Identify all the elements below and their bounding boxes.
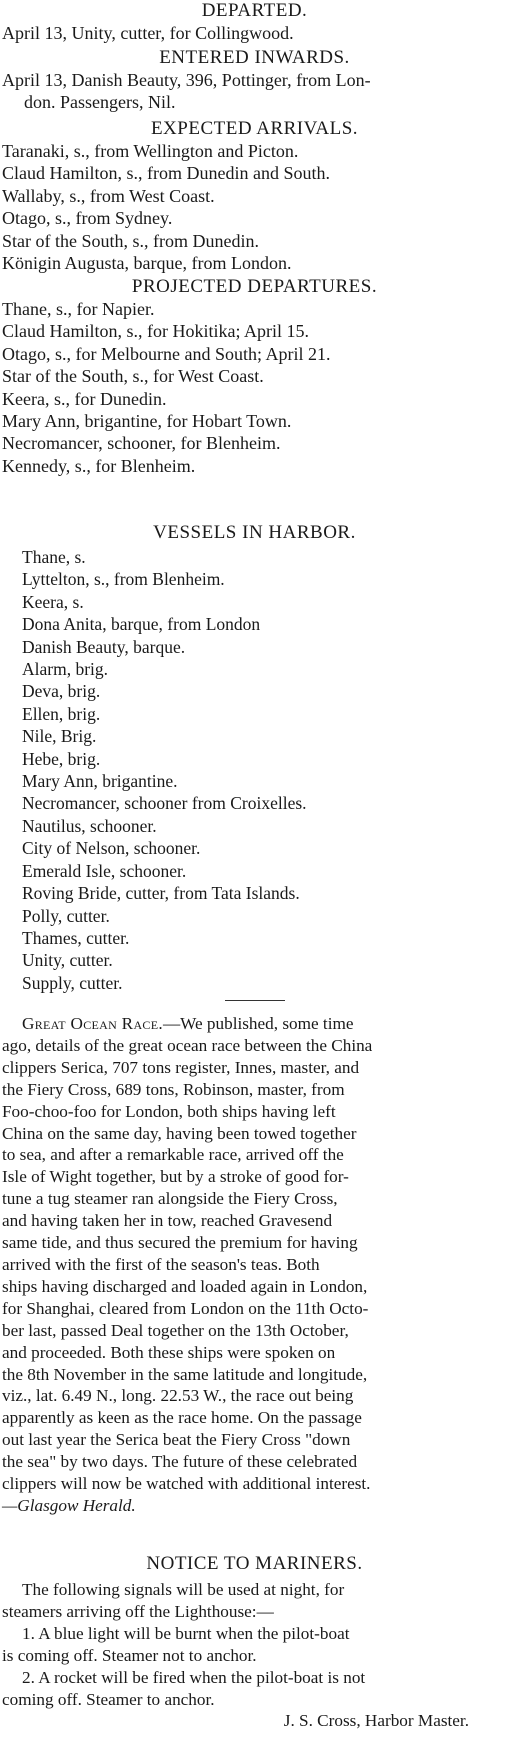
departure-line: Otago, s., for Melbourne and South; April 21. xyxy=(2,343,331,364)
vessel-line: Thane, s. xyxy=(22,547,86,567)
expected-arrivals-heading: EXPECTED ARRIVALS. xyxy=(150,118,359,139)
entered-line: April 13, Danish Beauty, 396, Pottinger, from Lon- xyxy=(2,70,371,90)
vessel-line: Thames, cutter. xyxy=(22,927,130,948)
section-divider xyxy=(225,1000,285,1001)
vessel-line: Alarm, brig. xyxy=(22,659,109,680)
vessel-line: Emerald Isle, schooner. xyxy=(22,860,187,881)
vessel-line: Nautilus, schooner. xyxy=(22,815,157,836)
notice-line: 1. A blue light will be burnt when the pilot-boat xyxy=(22,1623,350,1643)
ocean-race-line: ber last, passed Deal together on the 13th October, xyxy=(2,1320,349,1340)
ocean-race-line: for Shanghai, cleared from London on the 11th Octo- xyxy=(2,1298,369,1318)
vessel-line: Necromancer, schooner from Croixelles. xyxy=(22,793,307,814)
vessel-line: Hebe, brig. xyxy=(22,748,101,769)
notice-line: The following signals will be used at night, for xyxy=(22,1580,345,1599)
entered-line: don. Passengers, Nil. xyxy=(24,92,176,113)
arrival-line: Star of the South, s., from Dunedin. xyxy=(2,230,259,251)
vessel-line: Keera, s. xyxy=(22,591,84,612)
ocean-race-first-line xyxy=(0,1013,509,1035)
arrival-line: Wallaby, s., from West Coast. xyxy=(2,185,215,206)
entered-inwards-heading: ENTERED INWARDS. xyxy=(159,47,350,68)
ocean-race-article xyxy=(0,1013,509,1517)
vessel-line: Deva, brig. xyxy=(22,681,101,702)
vessels-in-harbor-heading: VESSELS IN HARBOR. xyxy=(153,522,356,543)
ocean-race-line: China on the same day, having been towed together xyxy=(2,1123,357,1143)
departure-line: Kennedy, s., for Blenheim. xyxy=(2,455,196,476)
notice-heading: NOTICE TO MARINERS. xyxy=(146,1553,363,1574)
vessel-line: Lyttelton, s., from Blenheim. xyxy=(22,569,225,590)
ocean-race-line: clippers will now be watched with additional interest. xyxy=(2,1474,371,1494)
ocean-race-line: tune a tug steamer ran alongside the Fiery Cross, xyxy=(2,1189,338,1209)
vessel-line: Danish Beauty, barque. xyxy=(22,636,186,657)
arrival-line: Königin Augusta, barque, from London. xyxy=(2,253,292,274)
vessel-line: Unity, cutter. xyxy=(22,950,113,971)
arrival-line: Claud Hamilton, s., from Dunedin and South. xyxy=(2,163,330,184)
vessel-line: Roving Bride, cutter, from Tata Islands. xyxy=(22,883,300,904)
ocean-race-line: and having taken her in tow, reached Gravesend xyxy=(2,1211,333,1231)
ocean-race-line: ships having discharged and loaded again in London, xyxy=(2,1276,368,1296)
ocean-race-line: out last year the Serica beat the Fiery Cross "down xyxy=(2,1430,351,1450)
vessels-in-harbor-section xyxy=(0,522,509,994)
ocean-race-line: viz., lat. 6.49 N., long. 22.53 W., the race out being xyxy=(2,1386,354,1406)
vessel-line: Mary Ann, brigantine. xyxy=(22,771,178,792)
departed-line: April 13, Unity, cutter, for Collingwood. xyxy=(2,23,294,43)
ocean-race-first-line-text: —We published, some time xyxy=(162,1014,354,1033)
vessel-line: Dona Anita, barque, from London xyxy=(22,614,261,635)
ocean-race-line: the sea" by two days. The future of these celebrated xyxy=(2,1452,358,1472)
notice-line: steamers arriving off the Lighthouse:— xyxy=(2,1601,274,1621)
ocean-race-line: and proceeded. Both these ships were spoken on xyxy=(2,1342,336,1362)
ocean-race-title: Great Ocean Race. xyxy=(22,1014,163,1033)
ocean-race-line: apparently as keen as the race home. On the passage xyxy=(2,1408,362,1428)
ocean-race-line: the 8th November in the same latitude and longitude, xyxy=(2,1364,368,1384)
projected-departures-heading: PROJECTED DEPARTURES. xyxy=(131,276,378,297)
ocean-race-line: arrived with the first of the season's teas. Both xyxy=(2,1254,320,1274)
notice-line: 2. A rocket will be fired when the pilot-boat is not xyxy=(22,1667,366,1687)
departure-line: Mary Ann, brigantine, for Hobart Town. xyxy=(2,411,292,432)
projected-departures-section xyxy=(0,276,509,477)
departure-line: Necromancer, schooner, for Blenheim. xyxy=(2,433,281,454)
arrival-line: Taranaki, s., from Wellington and Picton. xyxy=(2,141,299,161)
ocean-race-line: clippers Serica, 707 tons register, Innes, master, and xyxy=(2,1057,360,1077)
ocean-race-line: Isle of Wight together, but by a stroke of good for- xyxy=(2,1167,349,1187)
vessel-line: Nile, Brig. xyxy=(22,726,97,747)
ocean-race-source: —Glasgow Herald. xyxy=(2,1495,136,1515)
departed-section xyxy=(0,0,509,44)
ocean-race-line: Foo-choo-foo for London, both ships having left xyxy=(2,1101,336,1121)
vessel-line: Polly, cutter. xyxy=(22,905,110,926)
vessel-line: Supply, cutter. xyxy=(22,972,123,993)
expected-arrivals-section xyxy=(0,118,509,274)
notice-to-mariners-section xyxy=(0,1553,509,1732)
departure-line: Keera, s., for Dunedin. xyxy=(2,388,167,409)
departed-heading: DEPARTED. xyxy=(201,0,308,21)
departure-line: Thane, s., for Napier. xyxy=(2,299,155,319)
notice-line: is coming off. Steamer not to anchor. xyxy=(2,1645,257,1665)
entered-inwards-section xyxy=(0,47,509,114)
ocean-race-line: to sea, and after a remarkable race, arrived off the xyxy=(2,1145,344,1165)
vessel-line: City of Nelson, schooner. xyxy=(22,838,201,859)
ocean-race-line: same tide, and thus secured the premium for having xyxy=(2,1233,358,1253)
notice-line: coming off. Steamer to anchor. xyxy=(2,1689,215,1709)
arrival-line: Otago, s., from Sydney. xyxy=(2,208,173,229)
departure-line: Star of the South, s., for West Coast. xyxy=(2,366,264,387)
ocean-race-line: the Fiery Cross, 689 tons, Robinson, master, from xyxy=(2,1079,345,1099)
departure-line: Claud Hamilton, s., for Hokitika; April 15. xyxy=(2,321,309,342)
ocean-race-line: ago, details of the great ocean race between the China xyxy=(2,1035,373,1055)
vessel-line: Ellen, brig. xyxy=(22,703,101,724)
notice-signature: J. S. Cross, Harbor Master. xyxy=(283,1711,469,1731)
